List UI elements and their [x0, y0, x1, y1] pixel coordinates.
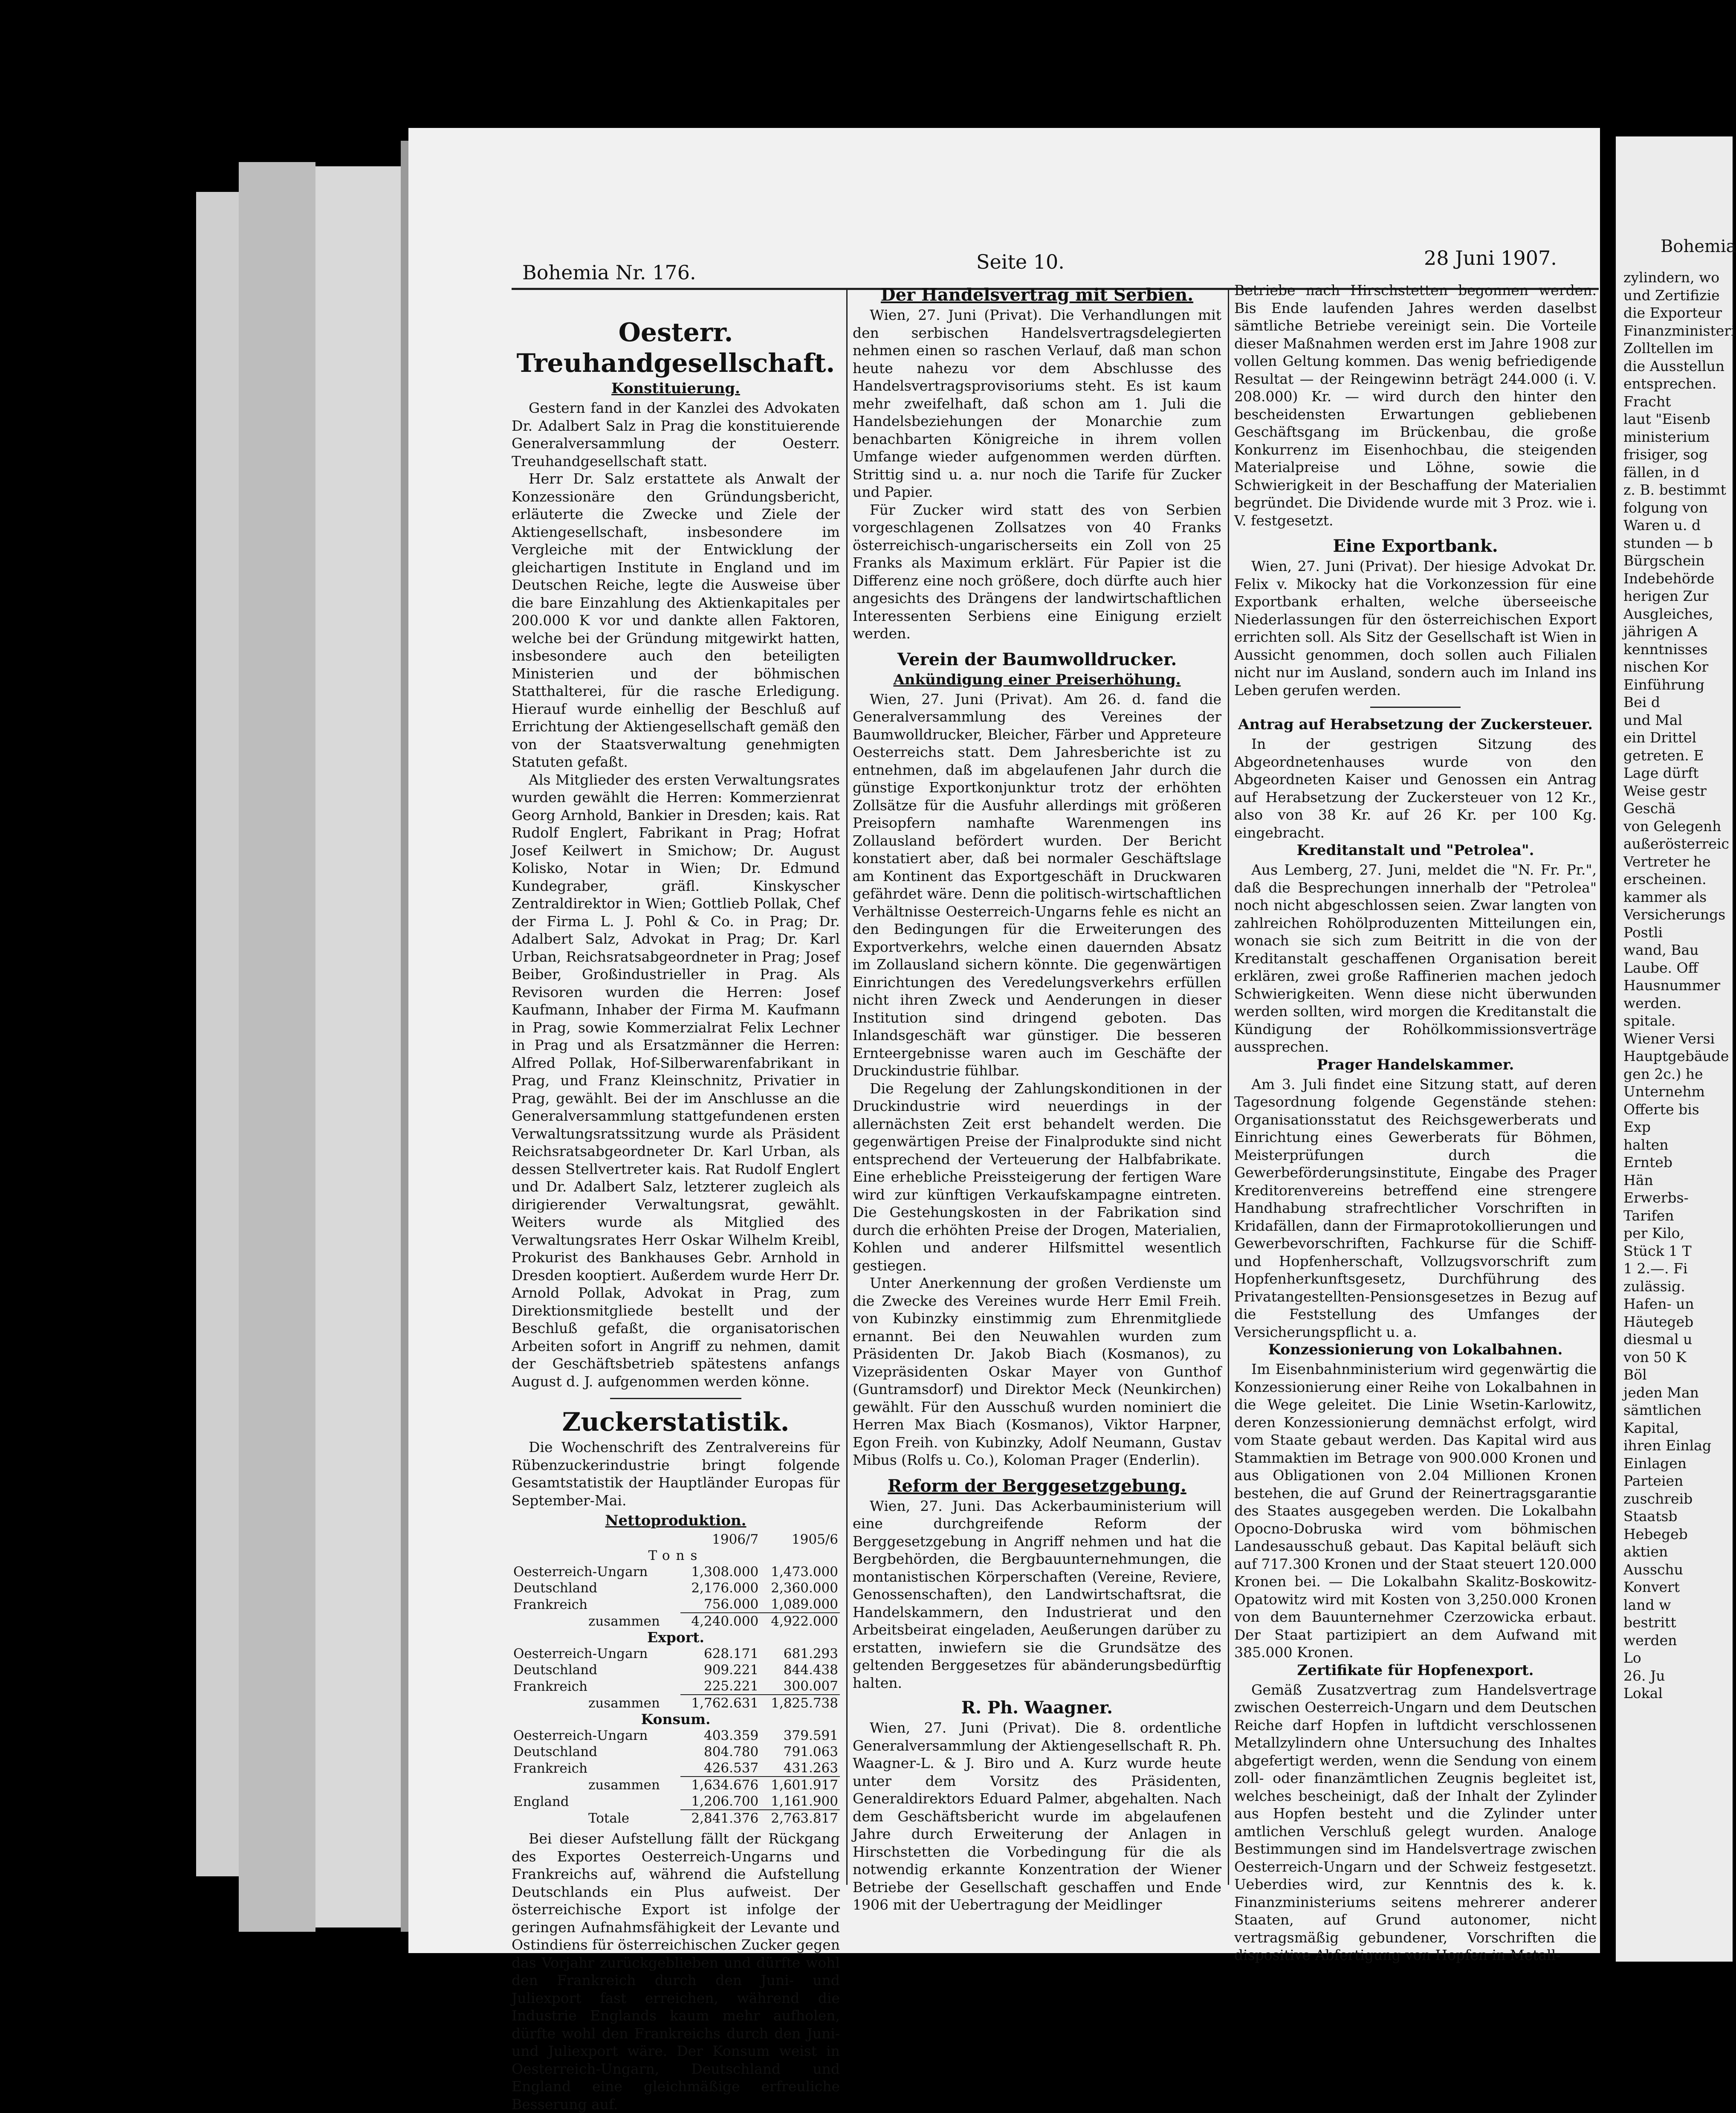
table-section-row: [512, 1711, 840, 1728]
book-edge-pages: [239, 162, 315, 1932]
row-value-a: 909.221: [703, 1662, 759, 1678]
sugar-statistics-table: [512, 1531, 840, 1826]
next-page-line-fragment: werden: [1623, 1632, 1677, 1649]
next-page-line-fragment: Postli: [1623, 924, 1663, 941]
table-unit-row: [512, 1548, 840, 1564]
table-row: [512, 1744, 840, 1760]
next-page-line-fragment: Kapital,: [1623, 1419, 1679, 1436]
article-title-exportbank: Eine Exportbank.: [1333, 536, 1498, 556]
row-value-b: 4,922.000: [760, 1613, 840, 1629]
row-value-b: 1,601.917: [760, 1777, 840, 1793]
next-page-line-fragment: außerösterreic: [1623, 835, 1729, 852]
paragraph: Als Mitglieder des ersten Verwaltungsrates wurden gewählt die Herren: Kommerzienrat Georg Arnhold, Bankier in Dresden; kais. Rat Rudolf Englert, Fabrikant in Prag; Hofrat Josef Keilwert in Smichow; Dr. August Kolisko, Notar in Wien; Dr. Edmund Kundegraber, gräfl. Kinskyscher Zentraldirektor in Wien; Gottlieb Pollak, Chef der Firma L. J. Pohl & Co. in Prag; Dr. Adalbert Salz, Advokat in Prag; Dr. Karl Urban, Reichsratsabgeordneter in Prag; Josef Beiber, Großindustrieller in Prag. Als Revisoren wurden die Herren: Josef Kaufmann, Inhaber der Firma M. Kaufmann in Prag, sowie Kommerzialrat Felix Lechner in Prag und als Ersatzmänner die Herren: Alfred Pollak, Hof-Silberwarenfabrikant in Prag, und Franz Kleinschnitz, Privatier in Prag, gewählt. Bei der im Anschlusse an die Generalversammlung stattgefundenen ersten Verwaltungsratssitzung wurde als Präsident Reichsratsabgeordneter Dr. Karl Urban, als dessen Stellvertreter kais. Rat Rudolf Englert und Dr. Adalbert Salz, letzterer zugleich als dirigierender Verwaltungsrat, gewählt. Weiters wurde als Mitglied des Verwaltungsrates Herr Oskar Wilhelm Kreibl, Prokurist des Bankhauses Gebr. Arnhold in Dresden kooptiert. Außerdem wurde Herr Dr. Arnold Pollak, Advokat in Prag, zum Direktionsmitgliede bestellt und der Beschluß gefaßt, die organisatorischen Arbeiten sofort in Angriff zu nehmen, damit der Geschäftsbetrieb spätestens anfangs August d. J. aufgenommen werden könne.: [512, 771, 840, 1390]
row-value-b: 844.438: [783, 1662, 838, 1678]
table-section-label: Konsum.: [641, 1711, 711, 1728]
next-page-line-fragment: herigen Zur: [1623, 588, 1709, 604]
table-row: [512, 1793, 840, 1810]
row-value-a: 756.000: [703, 1597, 759, 1612]
next-page-line-fragment: Bürgschein: [1623, 552, 1705, 569]
next-page-line-fragment: sämtlichen: [1623, 1402, 1701, 1418]
article-title-baumwolldrucker: Verein der Baumwolldrucker.: [897, 649, 1177, 670]
paragraph: Am 3. Juli findet eine Sitzung statt, auf deren Tagesordnung folgende Gegenstände stehen: Organisationsstatut des Reichsgewerberats und Einrichtung eines Gewerberats für Böhmen, Meisterprüfungen durch die Gewerbeförderungsinstitute, Eingabe des Prager Kreditorenvereins betreffend eine strengere Handhabung strafrechtlicher Vorschriften in Kridafällen, dann der Firmaprotokollierungen und Gewerbevorschriften, Fachkurse für die Schiff- und Hopfenherschaft, Vollzugsvorschrift zum Hopfenherkunftsgesetz, Durchführung des Privatangestellten-Pensionsgesetzes in Bezug auf die Feststellung des Umfanges der Versicherungspflicht u. a.: [1234, 1075, 1597, 1340]
paragraph: Im Eisenbahnministerium wird gegenwärtig die Konzessionierung einer Reihe von Lokalbahnen in die Wege geleitet. Die Linie Wsetin-Karlowitz, deren Konzessionierung demnächst erfolgt, wird vom Staate gebaut werden. Das Kapital wird aus Stammaktien im Betrage von 900.000 Kronen und aus Obligationen von 2.04 Millionen Kronen bestehen, die auf Grund der Reinertragsgarantie des Staates ausgegeben werden. Die Lokalbahn Opocno-Dobruska wird vom böhmischen Landesausschuß gebaut. Das Kapital beläuft sich auf 717.300 Kronen und der Staat steuert 120.000 Kronen bei. — Die Lokalbahn Skalitz-Boskowitz-Opatowitz wird mit Kosten von 3,250.000 Kronen von dem Bauunternehmer Czerzowicka erbaut. Der Staat partizipiert an dem Aufwand mit 385.000 Kronen.: [1234, 1361, 1597, 1661]
article-title-serbien: Der Handelsvertrag mit Serbien.: [880, 285, 1194, 305]
next-page-line-fragment: Erwerbs-: [1623, 1189, 1689, 1206]
row-value-b: 431.263: [783, 1760, 838, 1776]
next-page-line-fragment: Böl: [1623, 1366, 1647, 1383]
row-label: Oesterreich-Ungarn: [513, 1646, 648, 1661]
next-page-line-fragment: Weise gestr: [1623, 782, 1707, 799]
paragraph: Gemäß Zusatzvertrag zum Handelsvertrage zwischen Oesterreich-Ungarn und dem Deutschen Reiche darf Hopfen in luftdicht verschlossenen Metallzylindern ohne Untersuchung des Inhaltes abgefertigt werden, wenn die Sendung von einem zoll- oder finanzämtlichen Zeugnis begleitet ist, welches bescheinigt, daß der Inhalt der Zylinder aus Hopfen besteht und die Zylinder unter amtlichen Verschluß gelegt wurden. Analoge Bestimmungen sind im Handelsvertrage zwischen Oesterreich-Ungarn und der Schweiz festgesetzt. Ueberdies wird, zur Kenntnis des k. k. Finanzministeriums seitens mehrerer anderer Staaten, auf Grund autonomer, nicht vertragsmäßig gebundener, Vorschriften die dispositive Abfertigung von Hopfen in Metall-: [1234, 1681, 1597, 1963]
table-row: [512, 1678, 840, 1695]
row-label: Deutschland: [513, 1580, 598, 1596]
table-section-label: Export.: [647, 1629, 705, 1646]
row-value-a: 2,176.000: [691, 1580, 759, 1596]
row-value-b: 379.591: [783, 1728, 838, 1743]
row-value-a: 1,308.000: [691, 1564, 759, 1580]
column-rule-2: [1228, 290, 1229, 1885]
next-page-line-fragment: erscheinen.: [1623, 871, 1707, 887]
paragraph: Für Zucker wird statt des von Serbien vorgeschlagenen Zollsatzes von 40 Franks österreichisch-ungarischerseits ein Zoll von 25 Franks als Maximum erklärt. Für Papier ist die Differenz eine noch größere, doch dürfte auch hier angesichts des Drängens der landwirtschaftlichen Interessenten Serbiens eine Einigung erzielt werden.: [853, 501, 1221, 642]
paragraph: Wien, 27. Juni. Das Ackerbauministerium will eine durchgreifende Reform der Berggesetzgebung in Angriff nehmen und hat die Bergbehörden, die Bergbauunternehmungen, die montanistischen Körperschaften (Vereine, Reviere, Genossenschaften), den Landwirtschaftsrat, die Handelskammern, den Industrierat und den Arbeitsbeirat eingeladen, Aeußerungen darüber zu erstatten, inwiefern sie die Grundsätze des geltenden Berggesetzes für abänderungsbedürftig halten.: [853, 1497, 1221, 1691]
next-page-line-fragment: stunden — b: [1623, 534, 1713, 551]
table-header-row: [512, 1531, 840, 1548]
row-label: Frankreich: [513, 1597, 587, 1612]
next-page-line-fragment: Einlagen: [1623, 1455, 1687, 1472]
paragraph: Aus Lemberg, 27. Juni, meldet die "N. Fr. Pr.", daß die Besprechungen innerhalb der "Petrolea" noch nicht abgeschlossen seien. Zwar langten von zahlreichen Rohölproduzenten Mitteilungen ein, wonach sie sich zum Beitritt in die von der Kreditanstalt geschaffenen Organisation bereit erklären, zwei große Raffinerien machen jedoch Schwierigkeiten. Wenn diese nicht überwunden werden sollten, wird morgen die Kreditanstalt die Kündigung der Rohölkommissionsverträge aussprechen.: [1234, 861, 1597, 1055]
paragraph: Gestern fand in der Kanzlei des Advokaten Dr. Adalbert Salz in Prag die konstituierende Generalversammlung der Oesterr. Treuhandgesellschaft statt.: [512, 400, 840, 470]
row-value-b: 300.007: [783, 1678, 838, 1694]
article-title-hopfenexport: Zertifikate für Hopfenexport.: [1297, 1661, 1534, 1679]
next-page-line-fragment: Lo: [1623, 1649, 1641, 1666]
table-row: [512, 1777, 840, 1793]
next-page-line-fragment: Finanzministeri: [1623, 322, 1736, 339]
row-value-a: 403.359: [703, 1728, 759, 1743]
next-page-line-fragment: und Zertifizie: [1623, 287, 1720, 304]
table-row: [512, 1728, 840, 1744]
row-value-a: 804.780: [703, 1744, 759, 1759]
row-value-b: 1,473.000: [771, 1564, 838, 1580]
table-row: [512, 1580, 840, 1596]
row-value-a: 225.221: [703, 1678, 759, 1694]
row-label: zusammen: [588, 1777, 660, 1793]
next-page-line-fragment: Indebehörde: [1623, 570, 1715, 587]
book-edge-top: [401, 141, 409, 1932]
article-subtitle-preiserhoehung: Ankündigung einer Preiserhöhung.: [893, 671, 1181, 688]
next-page-line-fragment: zulässig.: [1623, 1278, 1685, 1295]
next-page-line-fragment: aktien: [1623, 1543, 1668, 1560]
next-page-line-fragment: diesmal u: [1623, 1331, 1693, 1348]
next-page-line-fragment: ihren Einlag: [1623, 1437, 1712, 1454]
row-label: zusammen: [588, 1613, 660, 1629]
next-page-line-fragment: Vertreter he: [1623, 853, 1711, 870]
table-row: [512, 1596, 840, 1613]
next-page-line-fragment: Ausschu: [1623, 1561, 1683, 1578]
paragraph: Wien, 27. Juni (Privat). Die Verhandlungen mit den serbischen Handelsvertragsdelegierten nehmen einen so raschen Verlauf, daß man schon heute nahezu vor dem Abschlusse des Handelsvertragsprovisoriums steht. Es ist kaum mehr zweifelhaft, daß schon am 1. Juli die Handelsbeziehungen der Monarchie zum benachbarten Königreiche in ihrem vollen Umfange wieder aufgenommen werden dürften. Strittig sind u. a. nur noch die Tarife für Zucker und Papier.: [853, 307, 1221, 500]
next-page-line-fragment: fällen, in d: [1623, 464, 1700, 481]
next-page-line-fragment: jeden Man: [1623, 1384, 1699, 1401]
page-header-center: Seite 10.: [976, 250, 1065, 273]
paragraph: In der gestrigen Sitzung des Abgeordnetenhauses wurde von den Abgeordneten Kaiser und Genossen ein Antrag auf Herabsetzung der Zuckersteuer von 12 Kr., also von 38 Kr. auf 26 Kr. per 100 Kg. eingebracht.: [1234, 736, 1597, 841]
next-page-line-fragment: Fracht: [1623, 393, 1671, 410]
next-page-line-fragment: die Ausstellun: [1623, 357, 1725, 374]
next-page-line-fragment: kammer als: [1623, 888, 1707, 905]
paragraph: Wien, 27. Juni (Privat). Der hiesige Advokat Dr. Felix v. Mikocky hat die Vorkonzession für eine Exportbank erhalten, welche überseeische Niederlassungen für den österreichischen Export errichten soll. Als Sitz der Gesellschaft ist Wien in Aussicht genommen, doch sollen auch Filialen nicht nur im Ausland, sondern auch im Inland ins Leben gerufen werden.: [1234, 558, 1597, 699]
next-page-line-fragment: laut "Eisenb: [1623, 411, 1710, 427]
next-page-line-fragment: Exp: [1623, 1119, 1651, 1135]
book-edge-left: [196, 192, 239, 1876]
section-divider: [1370, 707, 1461, 708]
next-page-line-fragment: gen 2c.) he: [1623, 1065, 1703, 1082]
row-value-b: 1,825.738: [760, 1695, 840, 1711]
paragraph: Bei dieser Aufstellung fällt der Rückgang des Exportes Oesterreich-Ungarns und Frankreichs auf, während die Aufstellung Deutschlands ein Plus aufweist. Der österreichische Export ist infolge der geringen Aufnahmsfähigkeit der Levante und Ostindiens für österreichischen Zucker gegen das Vorjahr zurückgeblieben und dürfte wohl den Frankreich durch den Juni- und Juliexport fast erreichen, während die Industrie Englands kaum mehr aufholen, dürfte wohl den Frankreichs durch den Juni- und Juliexport wäre. Der Konsum weist in Oesterreich-Ungarn, Deutschland und England eine gleichmäßige erfreuliche Besserung auf.: [512, 1830, 840, 2113]
paragraph: Die Regelung der Zahlungskonditionen in der Druckindustrie wird neuerdings in der allernächsten Zeit erst behandelt werden. Die gegenwärtigen Preise der Finalprodukte sind nicht entsprechend der Verteuerung der Halbfabrikate. Eine erhebliche Preissteigerung der fertigen Ware wird zur künftigen Verkaufskampagne eintreten. Die Gestehungskosten in der Fabrikation sind durch die erhöhten Preise der Drogen, Materialien, Kohlen und anderer Hilfsmittel wesentlich gestiegen.: [853, 1080, 1221, 1274]
table-row: [512, 1810, 840, 1826]
paragraph: Die Wochenschrift des Zentralvereins für Rübenzuckerindustrie bringt folgende Gesamtstatistik der Hauptländer Europas für September-Mai.: [512, 1439, 840, 1509]
next-page-line-fragment: halten: [1623, 1136, 1669, 1153]
next-page-line-fragment: Zolltellen im: [1623, 340, 1713, 357]
next-page-line-fragment: Wiener Versi: [1623, 1030, 1715, 1047]
table-row: [512, 1613, 840, 1629]
row-label: Frankreich: [513, 1678, 587, 1694]
section-divider: [610, 1398, 741, 1399]
row-value-a: 1,762.631: [680, 1695, 760, 1711]
next-page-line-fragment: Häutegeb: [1623, 1313, 1694, 1330]
row-value-b: 1,161.900: [771, 1794, 838, 1809]
next-page-line-fragment: 26. Ju: [1623, 1667, 1665, 1684]
next-page-line-fragment: folgung von: [1623, 499, 1708, 516]
paragraph: Wien, 27. Juni (Privat). Am 26. d. fand die Generalversammlung des Vereines der Baumwolldrucker, Bleicher, Färber und Appreteure Oesterreichs statt. Dem Jahresberichte ist zu entnehmen, daß im abgelaufenen Jahr durch die günstige Exportkonjunktur trotz der erhöhten Zollsätze für die Ausfuhr allerdings mit größeren Preisopfern namhafte Warenmengen ins Zollausland befördert wurden. Der Bericht konstatiert aber, daß bei normaler Geschäftslage am Kontinent das Exportgeschäft in Druckwaren gefährdet wäre. Denn die politisch-wirtschaftlichen Verhältnisse Oesterreich-Ungarns fehle es nicht an den Bedingungen für die Erweiterungen des Exportverkehrs, welche einen dauernden Absatz im Zollausland sichern könnte. Die gegenwärtigen Einrichtungen des Veredelungsverkehrs erfüllen nicht ihren Zweck und Aenderungen in dieser Institution sind dringend geboten. Das Inlandsgeschäft war günstiger. Die besseren Ernteergebnisse waren auch im Geschäfte der Druckindustrie fühlbar.: [853, 690, 1221, 1079]
next-page-line-fragment: Hausnummer: [1623, 977, 1721, 994]
next-page-line-fragment: Ausgleiches,: [1623, 605, 1713, 622]
row-value-b: 791.063: [783, 1744, 838, 1759]
table-row: [512, 1695, 840, 1711]
next-page-line-fragment: Unternehm: [1623, 1083, 1705, 1100]
next-page-line-fragment: von 50 K: [1623, 1348, 1687, 1365]
row-value-a: 628.171: [703, 1646, 759, 1661]
table-row: [512, 1662, 840, 1678]
article-title-berggesetz: Reform der Berggesetzgebung.: [888, 1475, 1186, 1496]
next-page-line-fragment: die Exporteur: [1623, 304, 1722, 321]
next-page-line-fragment: ministerium: [1623, 428, 1710, 445]
row-value-b: 2,360.000: [771, 1580, 838, 1596]
article-title-zuckerstatistik: Zuckerstatistik.: [562, 1407, 790, 1437]
article-title-petrolea: Kreditanstalt und "Petrolea".: [1296, 842, 1534, 859]
column-header-b: 1905/6: [791, 1532, 838, 1547]
next-page-line-fragment: Hebegeb: [1623, 1525, 1688, 1542]
article-title-lokalbahnen: Konzessionierung von Lokalbahnen.: [1268, 1341, 1563, 1358]
table-row: [512, 1646, 840, 1662]
next-page-line-fragment: Staatsb: [1623, 1508, 1678, 1525]
next-page-line-fragment: Lokal: [1623, 1685, 1663, 1701]
table-section-row: [512, 1629, 840, 1646]
row-value-b: 2,763.817: [760, 1810, 840, 1826]
table-body: [512, 1564, 840, 1826]
column-3: [1234, 281, 1597, 1963]
next-page-line-fragment: Waren u. d: [1623, 517, 1701, 533]
column-2: [853, 281, 1221, 1913]
article-title-waagner: R. Ph. Waagner.: [961, 1698, 1113, 1718]
next-page-header: Bohemia: [1661, 237, 1736, 256]
next-page-line-fragment: Lage dürft: [1623, 765, 1699, 781]
column-header-a: 1906/7: [712, 1532, 759, 1547]
row-value-a: 4,240.000: [680, 1613, 760, 1629]
row-value-b: 1,089.000: [771, 1597, 838, 1612]
next-page-line-fragment: per Kilo,: [1623, 1225, 1685, 1241]
article-title-treuhand: Oesterr. Treuhandgesellschaft.: [516, 318, 835, 378]
next-page-line-fragment: frisiger, sog: [1623, 446, 1708, 463]
next-page-line-fragment: nischen Kor: [1623, 658, 1709, 675]
next-page-line-fragment: Hauptgebäude: [1623, 1048, 1729, 1064]
next-page-line-fragment: werden.: [1623, 994, 1681, 1012]
paragraph: Betriebe nach Hirschstetten begonnen werden. Bis Ende laufenden Jahres werden daselbst sämtliche Betriebe vereinigt sein. Die Vorteile dieser Maßnahmen werden erst im Jahre 1908 zur vollen Geltung kommen. Das wenig befriedigende Resultat — der Reingewinn beträgt 244.000 (i. V. 208.000) Kr. — wird durch den hinter den bescheidensten Erwartungen gebliebenen Geschäftsgang im Brückenbau, die große Konkurrenz im Eisenhochbau, die steigenden Materialpreise und Löhne, sowie die Schwierigkeit in der Beschaffung der Materialien begründet. Die Dividende wurde mit 3 Proz. wie i. V. festgesetzt.: [1234, 282, 1597, 529]
row-label: Oesterreich-Ungarn: [513, 1728, 648, 1743]
next-page-line-fragment: getreten. E: [1623, 747, 1704, 764]
next-page-line-fragment: und Mal: [1623, 711, 1683, 728]
article-title-zuckersteuer: Antrag auf Herabsetzung der Zuckersteuer.: [1238, 716, 1593, 733]
column-rule-1: [846, 290, 848, 1885]
row-label: Totale: [588, 1810, 630, 1826]
next-page-line-fragment: Tarifen: [1623, 1207, 1674, 1224]
row-label: Oesterreich-Ungarn: [513, 1564, 648, 1580]
unit-label: Tons: [648, 1548, 703, 1563]
row-label: England: [513, 1794, 569, 1809]
table-title: Nettoproduktion.: [605, 1512, 746, 1529]
row-value-a: 2,841.376: [680, 1810, 760, 1826]
row-label: Deutschland: [513, 1662, 598, 1678]
article-title-handelskammer: Prager Handelskammer.: [1316, 1056, 1514, 1073]
next-page-line-fragment: 1 2.—. Fi: [1623, 1260, 1688, 1277]
row-value-a: 1,206.700: [691, 1794, 759, 1809]
next-page-line-fragment: wand, Bau: [1623, 942, 1699, 958]
row-value-a: 1,634.676: [680, 1777, 760, 1793]
next-page-line-fragment: Laube. Off: [1623, 959, 1698, 976]
next-page-line-fragment: Konvert: [1623, 1579, 1680, 1595]
next-page-line-fragment: Versicherungs: [1623, 906, 1726, 923]
next-page-line-fragment: zuschreib: [1623, 1490, 1693, 1507]
next-page-line-fragment: ein Drittel: [1623, 729, 1697, 746]
next-page-line-fragment: von Gelegenh: [1623, 817, 1722, 835]
next-page-line-fragment: spitale.: [1623, 1012, 1676, 1029]
next-page-line-fragment: Stück 1 T: [1623, 1242, 1692, 1259]
next-page-line-fragment: Geschä: [1623, 800, 1676, 817]
paragraph: Unter Anerkennung der großen Verdienste um die Zwecke des Vereines wurde Herr Emil Freih. von Kubinzky einstimmig zum Ehrenmitgliede ernannt. Bei den Neuwahlen wurden zum Präsidenten Dr. Jakob Biach (Kosmanos), zu Vizepräsidenten Oskar Mayer von Gunthof (Guntramsdorf) und Direktor Meck (Neunkirchen) gewählt. Für den Ausschuß wurden nominiert die Herren Max Biach (Kosmanos), Viktor Harpner, Egon Freih. von Kubinzky, Adolf Neumann, Gustav Mibus (Rolfs u. Co.), Koloman Prager (Enderlin).: [853, 1275, 1221, 1468]
row-label: zusammen: [588, 1695, 660, 1711]
book-edge-stack: [315, 166, 401, 1927]
next-page-line-fragment: entsprechen.: [1623, 375, 1717, 392]
column-1: [512, 311, 840, 2113]
page-header-left: Bohemia Nr. 176.: [522, 261, 696, 284]
next-page-line-fragment: land w: [1623, 1596, 1671, 1613]
article-subtitle-konstituierung: Konstituierung.: [611, 380, 740, 397]
row-value-b: 681.293: [783, 1646, 838, 1661]
next-page-line-fragment: Bei d: [1623, 694, 1660, 710]
next-page-line-fragment: Hafen- un: [1623, 1296, 1694, 1312]
next-page-line-fragment: Offerte bis: [1623, 1101, 1699, 1118]
next-page-line-fragment: zylindern, wo: [1623, 269, 1720, 286]
row-value-a: 426.537: [703, 1760, 759, 1776]
paragraph: Herr Dr. Salz erstattete als Anwalt der Konzessionäre den Gründungsbericht, erläuterte die Zwecke und Ziele der Aktiengesellschaft, insbesondere im Vergleiche mit der Entwicklung der gleichartigen Institute in England und im Deutschen Reiche, legte die Ausweise über die bare Einzahlung des Aktienkapitales per 200.000 K vor und dankte allen Faktoren, welche bei der Gründung mitgewirkt hatten, insbesondere auch den beteiligten Ministerien und der böhmischen Statthalterei, für die rasche Erledigung. Hierauf wurde einhellig der Beschluß auf Errichtung der Aktiengesellschaft gemäß den von der Staatsverwaltung genehmigten Statuten gefaßt.: [512, 470, 840, 770]
next-page-line-fragment: Ernteb: [1623, 1154, 1673, 1171]
paragraph: Wien, 27. Juni (Privat). Die 8. ordentliche Generalversammlung der Aktiengesellschaft R. Ph. Waagner-L. & J. Biro und A. Kurz wurde heute unter dem Vorsitz des Präsidenten, Generaldirektors Eduard Palmer, abgehalten. Nach dem Geschäftsbericht wurde im abgelaufenen Jahre durch Erweiterung der Anlagen in Hirschstetten die Vorbedingung für die als notwendig erkannte Konzentration der Wiener Betriebe der Gesellschaft geschaffen und Ende 1906 mit der Uebertragung der Meidlinger: [853, 1719, 1221, 1913]
next-page-line-fragment: Hän: [1623, 1171, 1653, 1188]
next-page-line-fragment: Einführung: [1623, 676, 1705, 693]
row-label: Frankreich: [513, 1760, 587, 1776]
next-page-line-fragment: z. B. bestimmt: [1623, 481, 1726, 498]
next-page-line-fragment: kenntnisses: [1623, 641, 1708, 658]
next-page-line-fragment: jährigen A: [1623, 623, 1698, 640]
next-page-line-fragment: Parteien: [1623, 1472, 1684, 1489]
table-row: [512, 1564, 840, 1580]
page-header-right: 28 Juni 1907.: [1424, 246, 1557, 270]
next-page-line-fragment: bestritt: [1623, 1614, 1676, 1631]
table-row: [512, 1760, 840, 1777]
row-label: Deutschland: [513, 1744, 598, 1759]
